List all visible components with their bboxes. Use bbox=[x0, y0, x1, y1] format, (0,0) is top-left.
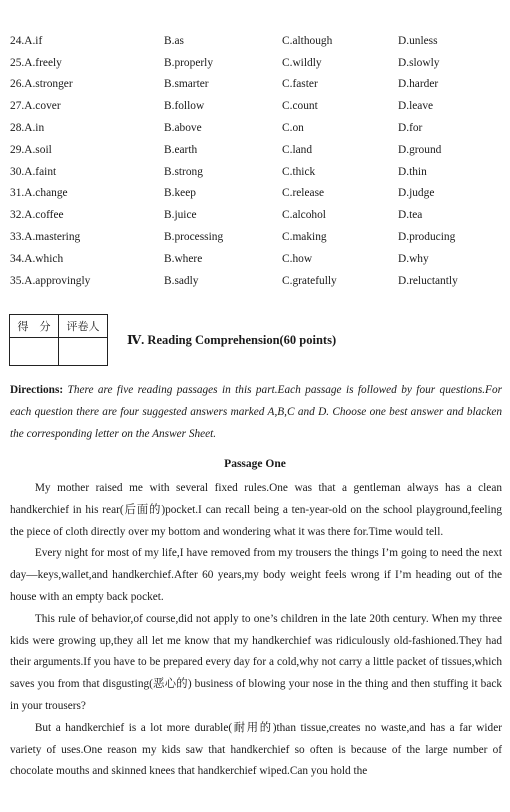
option-choice: C.making bbox=[282, 231, 327, 244]
option-choice: 27.A.cover bbox=[10, 100, 61, 113]
option-choice: 33.A.mastering bbox=[10, 231, 81, 244]
option-choice: D.harder bbox=[398, 78, 439, 91]
option-choice: 35.A.approvingly bbox=[10, 274, 91, 287]
option-choice: C.alcohol bbox=[282, 209, 326, 222]
option-choice: B.strong bbox=[164, 165, 203, 178]
option-choice: C.land bbox=[282, 143, 313, 156]
option-choice: D.producing bbox=[398, 231, 456, 244]
option-choice: B.follow bbox=[164, 100, 205, 113]
directions-label: Directions: bbox=[10, 384, 64, 396]
option-choice: C.release bbox=[282, 187, 325, 200]
option-choice: C.gratefully bbox=[282, 274, 337, 287]
option-choice: D.ground bbox=[398, 143, 442, 156]
option-choice: D.slowly bbox=[398, 56, 440, 69]
score-box bbox=[9, 314, 108, 366]
option-row bbox=[10, 270, 502, 292]
score-cell bbox=[10, 338, 59, 366]
option-choice: D.why bbox=[398, 252, 429, 265]
option-choice: 34.A.which bbox=[10, 252, 64, 265]
option-choice: 32.A.coffee bbox=[10, 209, 64, 222]
option-choice: B.smarter bbox=[164, 78, 209, 91]
paragraph: Every night for most of my life,I have removed from my trousers the things I’m going to need the next day—keys,wallet,and handkerchief.After 60 years,my body weight feels wrong if I’m heading out of the house with an empty back pocket. bbox=[10, 547, 502, 603]
option-choice: D.tea bbox=[398, 209, 423, 222]
grader-label: 评卷人 bbox=[59, 315, 108, 338]
option-choice: B.where bbox=[164, 252, 203, 265]
option-choice: C.how bbox=[282, 252, 313, 265]
option-choice: 31.A.change bbox=[10, 187, 68, 200]
option-choice: B.earth bbox=[164, 143, 198, 156]
option-choice: C.on bbox=[282, 122, 304, 135]
option-row bbox=[10, 161, 502, 183]
option-choice: B.above bbox=[164, 122, 202, 135]
option-choice: D.judge bbox=[398, 187, 435, 200]
directions-text: There are five reading passages in this part.Each passage is followed by four questions.For each question there are four suggested answers marked A,B,C and D. Choose one best answer and blacken the corresponding letter on the Answer Sheet. bbox=[10, 384, 502, 440]
option-row bbox=[10, 139, 502, 161]
option-choice: C.thick bbox=[282, 165, 316, 178]
option-choice: D.reluctantly bbox=[398, 274, 458, 287]
option-row bbox=[10, 183, 502, 205]
score-label: 得 分 bbox=[10, 315, 59, 338]
option-choice: 25.A.freely bbox=[10, 56, 62, 69]
option-choice: C.wildly bbox=[282, 56, 322, 69]
option-choice: C.count bbox=[282, 100, 318, 113]
answer-options bbox=[10, 30, 502, 292]
paragraph: My mother raised me with several fixed rules.One was that a gentleman always has a clean handkerchief in his rear(后面的)pocket.I can recall being a ten-year-old on the school playground,feeling the piece of cloth directly over my bottom and wondering what it was there for.Time would tell. bbox=[10, 482, 502, 538]
option-row bbox=[10, 248, 502, 270]
option-choice: B.sadly bbox=[164, 274, 199, 287]
option-choice: B.properly bbox=[164, 56, 214, 69]
option-row bbox=[10, 52, 502, 74]
option-choice: 28.A.in bbox=[10, 122, 45, 135]
option-row bbox=[10, 95, 502, 117]
directions bbox=[10, 380, 502, 445]
section-title: Ⅳ. Reading Comprehension(60 points) bbox=[127, 333, 337, 347]
passage-body bbox=[10, 478, 502, 783]
option-choice: B.keep bbox=[164, 187, 196, 200]
option-choice: D.leave bbox=[398, 100, 434, 113]
grader-cell bbox=[59, 338, 108, 366]
option-choice: D.for bbox=[398, 122, 423, 135]
option-choice: B.processing bbox=[164, 231, 224, 244]
option-choice: D.thin bbox=[398, 165, 427, 178]
option-row bbox=[10, 74, 502, 96]
option-choice: 30.A.faint bbox=[10, 165, 57, 178]
option-row bbox=[10, 30, 502, 52]
option-choice: 24.A.if bbox=[10, 34, 43, 47]
passage-title: Passage One bbox=[224, 458, 286, 470]
option-choice: 29.A.soil bbox=[10, 143, 52, 156]
option-choice: C.faster bbox=[282, 78, 318, 91]
option-choice: B.juice bbox=[164, 209, 197, 222]
option-choice: C.although bbox=[282, 34, 333, 47]
paragraph: But a handkerchief is a lot more durable(耐用的)than tissue,creates no waste,and has a far wider variety of uses.One reason my kids saw that handkerchief so often is because of the large number of chocolate mouths and skinned knees that handkerchief wiped.Can you hold the bbox=[10, 721, 502, 778]
option-choice: B.as bbox=[164, 34, 184, 47]
option-row bbox=[10, 226, 502, 248]
option-choice: D.unless bbox=[398, 34, 438, 47]
option-choice: 26.A.stronger bbox=[10, 78, 73, 91]
paragraph: This rule of behavior,of course,did not apply to one’s children in the late 20th century. When my three kids were growing up,they all let me know that my handkerchief was ridiculously old-fashioned.They had their arguments.If you have to be prepared every day for a cold,why not carry a little packet of tissues,which saves you from that disgusting(恶心的) business of blowing your nose in the thing and then stuffing it back in your trousers? bbox=[10, 612, 502, 712]
option-row bbox=[10, 204, 502, 226]
option-row bbox=[10, 117, 502, 139]
